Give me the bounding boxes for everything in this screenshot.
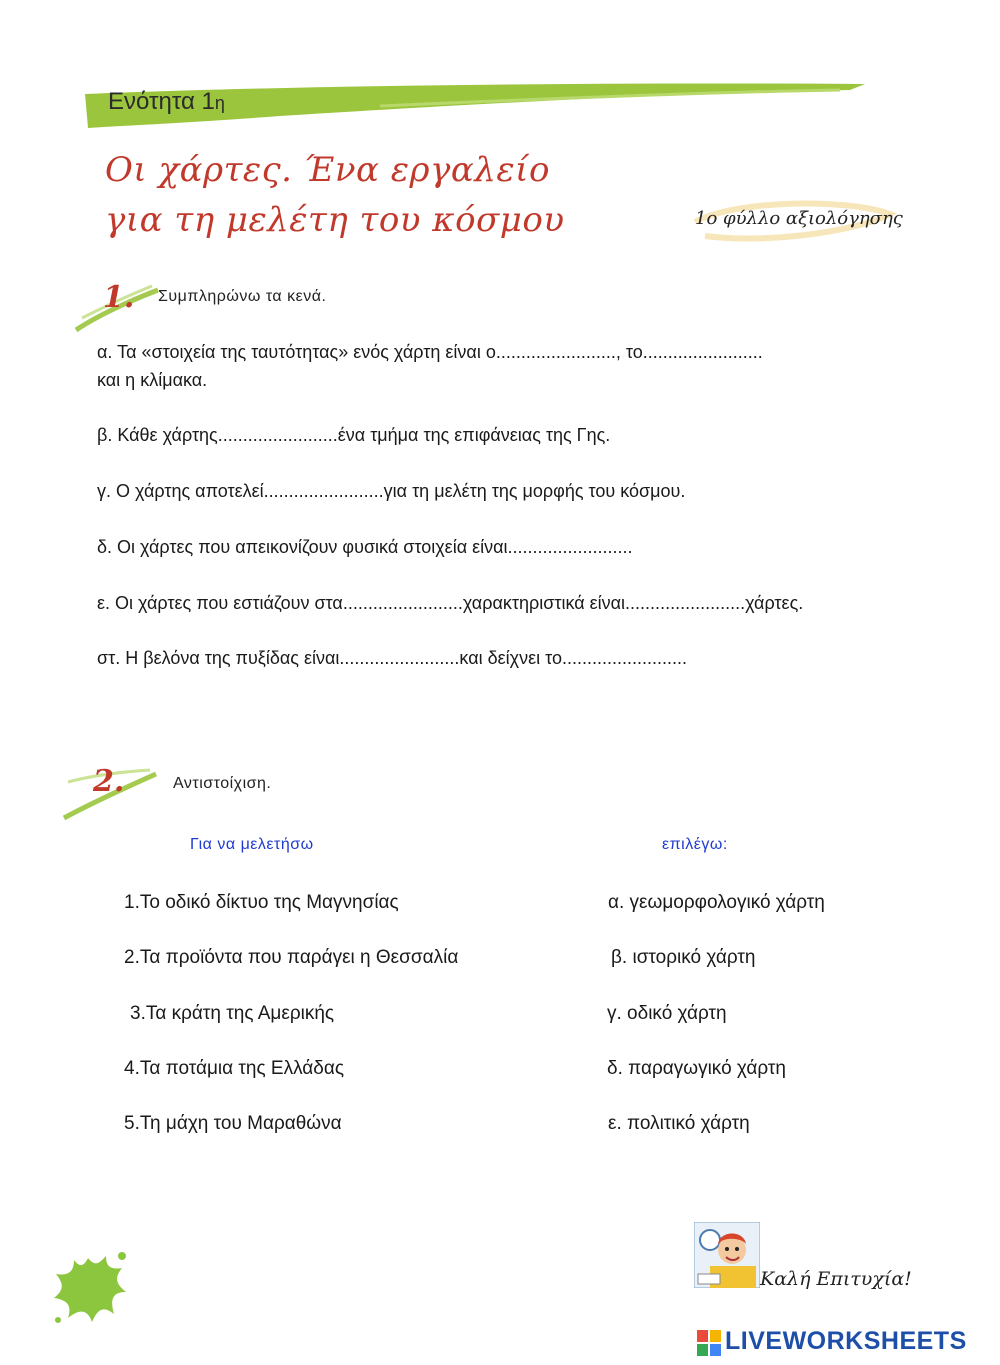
match-left-item: 2.Τα προϊόντα που παράγει η Θεσσαλία	[124, 947, 459, 968]
fill-line-a-cont: και η κλίμακα.	[97, 370, 208, 390]
match-left-item: 4.Τα ποτάμια της Ελλάδας	[124, 1058, 345, 1079]
right-column-header: επιλέγω:	[662, 836, 728, 853]
match-right-item: α. γεωμορφολογικό χάρτη	[608, 892, 825, 913]
title-line-2: για τη μελέτη του κόσμου	[105, 200, 565, 240]
match-right-item: β. ιστορικό χάρτη	[611, 947, 756, 968]
match-right-item: γ. οδικό χάρτη	[607, 1003, 727, 1024]
title-line-1: Οι χάρτες. Ένα εργαλείο	[105, 150, 550, 190]
fill-line-d: δ. Οι χάρτες που απεικονίζουν φυσικά στοιχεία είναι.........................	[97, 537, 633, 557]
sheet-label: 1ο φύλλο αξιολόγησης	[695, 208, 903, 229]
section-1-instruction: Συμπληρώνω τα κενά.	[158, 288, 327, 305]
match-left-item: 3.Τα κράτη της Αμερικής	[130, 1003, 335, 1024]
section-1-number: 1.	[103, 280, 135, 315]
match-left-item: 1.Το οδικό δίκτυο της Μαγνησίας	[124, 892, 399, 913]
fill-line-c: γ. Ο χάρτης αποτελεί........................για τη μελέτη της μορφής του κόσμου.	[97, 481, 686, 501]
liveworksheets-brand[interactable]: LIVEWORKSHEETS	[725, 1327, 967, 1355]
good-luck-text: Καλή Επιτυχία!	[760, 1268, 912, 1290]
match-left-item: 5.Τη μάχη του Μαραθώνα	[124, 1113, 342, 1134]
match-right-item: δ. παραγωγικό χάρτη	[607, 1058, 786, 1079]
section-2-number: 2.	[93, 764, 125, 799]
fill-line-st: στ. Η βελόνα της πυξίδας είναι........................και δείχνει το.........................	[97, 648, 688, 668]
fill-line-b: β. Κάθε χάρτης........................ένα τμήμα της επιφάνειας της Γης.	[97, 425, 611, 445]
fill-line-e: ε. Οι χάρτες που εστιάζουν στα........................χαρακτηριστικά είναι........................χάρτες.	[97, 593, 804, 613]
unit-label: Ενότητα 1η	[108, 88, 225, 115]
student-illustration	[694, 1222, 760, 1288]
match-right-item: ε. πολιτικό χάρτη	[608, 1113, 750, 1134]
left-column-header: Για να μελετήσω	[190, 836, 314, 853]
liveworksheets-logo-icon	[697, 1330, 721, 1356]
section-2-instruction: Αντιστοίχιση.	[173, 775, 272, 792]
green-splat-icon	[48, 1248, 130, 1328]
fill-line-a: α. Τα «στοιχεία της ταυτότητας» ενός χάρτη είναι ο........................, το........................	[97, 342, 763, 362]
